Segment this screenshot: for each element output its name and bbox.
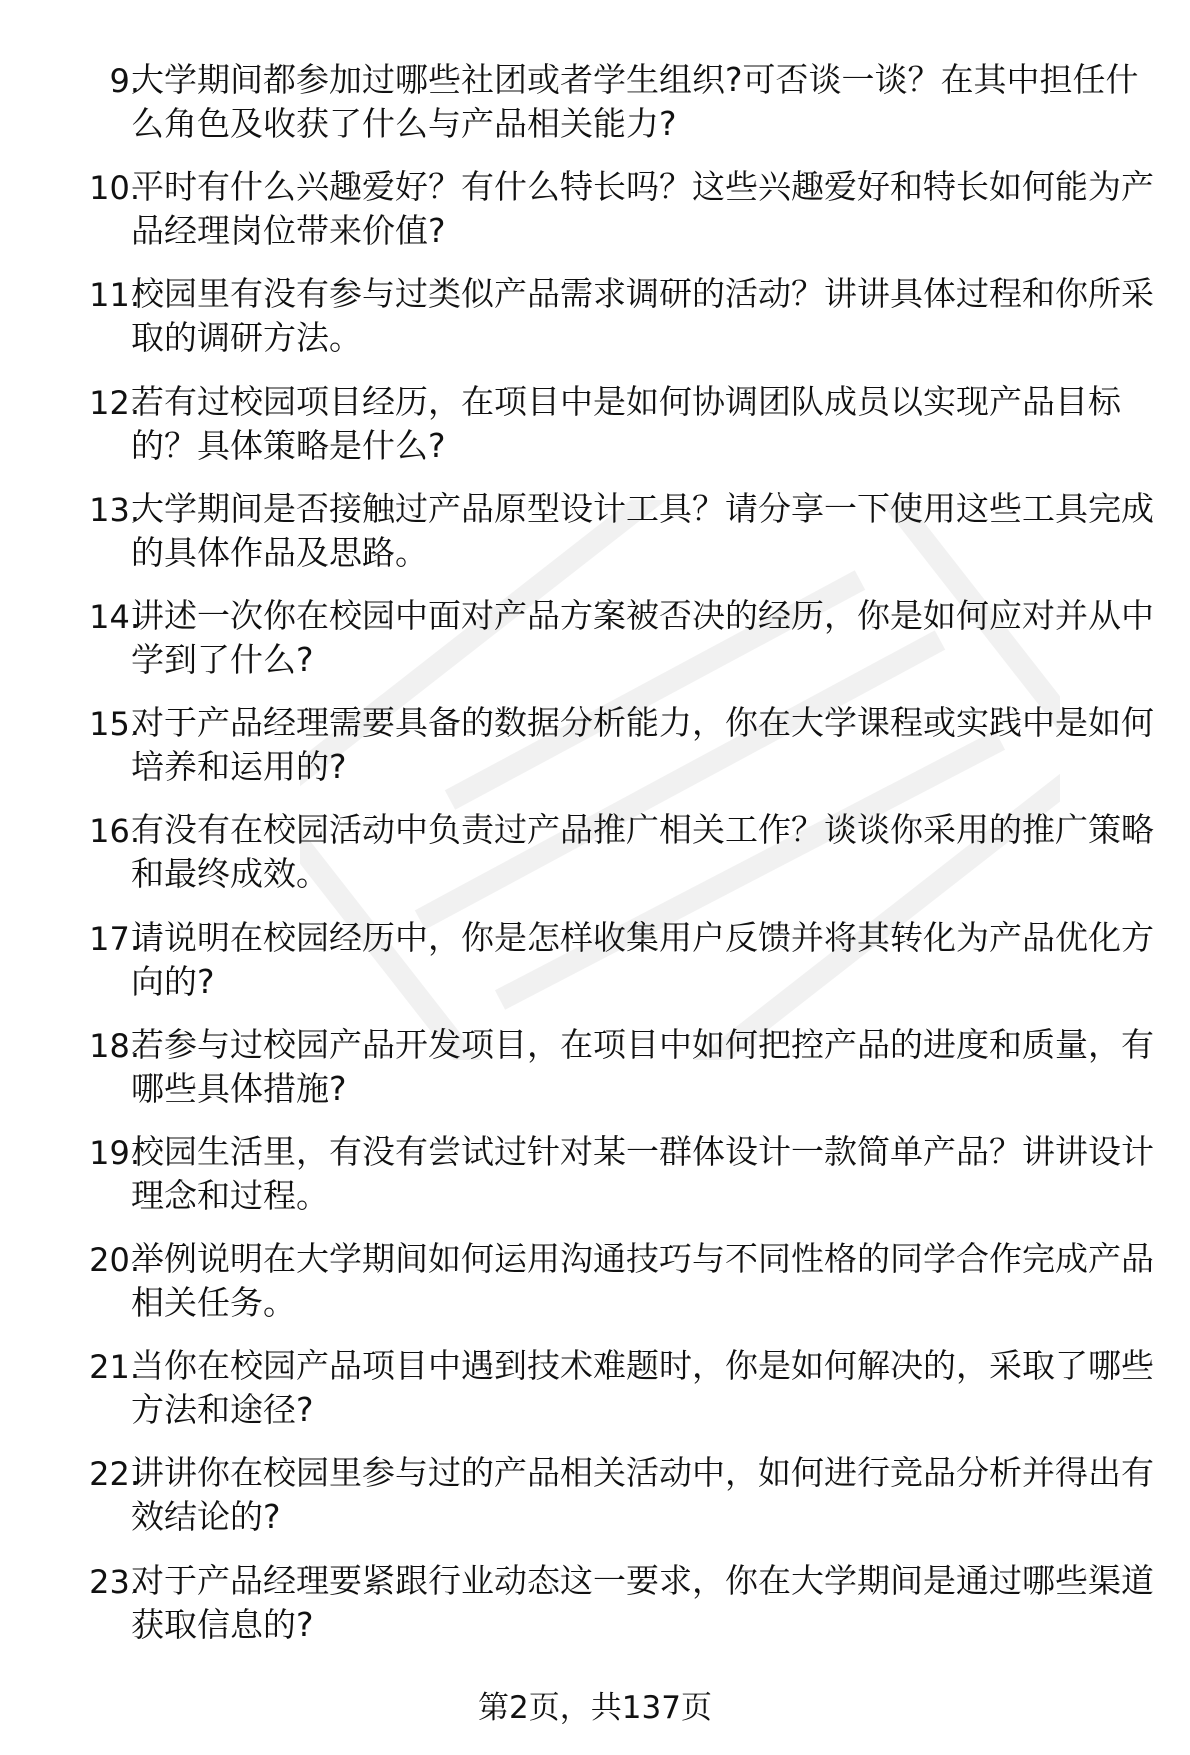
question-text: 当你在校园产品项目中遇到技术难题时，你是如何解决的，采取了哪些方法和途径?: [131, 1346, 1154, 1430]
question-number: 13.: [89, 490, 140, 529]
question-number: 18.: [89, 1026, 140, 1065]
question-text: 讲述一次你在校园中面对产品方案被否决的经历，你是如何应对并从中学到了什么?: [131, 595, 1154, 679]
question-text: 大学期间都参加过哪些社团或者学生组织?可否谈一谈？在其中担任什么角色及收获了什么与产品相关能力?: [131, 60, 1139, 143]
question-item: [0, 1112, 1190, 1219]
question-number: 20.: [89, 1241, 140, 1280]
question-item: [0, 40, 1190, 147]
question-item: [0, 1433, 1190, 1540]
question-item: [0, 790, 1190, 897]
question-item: [0, 1326, 1190, 1433]
question-item: [0, 1005, 1190, 1112]
question-item: [0, 362, 1190, 469]
question-text: 请说明在校园经历中，你是怎样收集用户反馈并将其转化为产品优化方向的?: [131, 917, 1154, 1001]
question-number: 9.: [109, 62, 140, 100]
question-text: 若参与过校园产品开发项目，在项目中如何把控产品的进度和质量，有哪些具体措施?: [131, 1024, 1154, 1108]
question-item: [0, 576, 1190, 683]
question-number: 10.: [89, 169, 140, 208]
question-list: [0, 40, 1190, 1648]
question-item: [0, 683, 1190, 790]
question-number: 17.: [89, 919, 140, 958]
question-number: 15.: [89, 705, 140, 744]
question-number: 12.: [89, 383, 140, 422]
question-text: 讲讲你在校园里参与过的产品相关活动中，如何进行竞品分析并得出有效结论的?: [131, 1453, 1154, 1537]
question-number: 22.: [89, 1455, 140, 1494]
question-text: 若有过校园项目经历，在项目中是如何协调团队成员以实现产品目标的？具体策略是什么?: [131, 381, 1121, 465]
question-number: 23.: [89, 1562, 140, 1601]
question-text: 有没有在校园活动中负责过产品推广相关工作？谈谈你采用的推广策略和最终成效。: [131, 810, 1154, 894]
question-text: 校园生活里，有没有尝试过针对某一群体设计一款简单产品？讲讲设计理念和过程。: [131, 1131, 1154, 1215]
question-text: 对于产品经理要紧跟行业动态这一要求，你在大学期间是通过哪些渠道获取信息的?: [131, 1560, 1154, 1644]
question-item: [0, 254, 1190, 361]
question-item: [0, 469, 1190, 576]
question-number: 16.: [89, 812, 140, 851]
question-text: 举例说明在大学期间如何运用沟通技巧与不同性格的同学合作完成产品相关任务。: [131, 1239, 1154, 1323]
question-text: 对于产品经理需要具备的数据分析能力，你在大学课程或实践中是如何培养和运用的?: [131, 703, 1154, 787]
question-number: 21.: [89, 1348, 140, 1387]
question-item: [0, 898, 1190, 1005]
question-number: 14.: [89, 597, 140, 636]
question-item: [0, 147, 1190, 254]
page-footer: 第2页，共137页: [478, 1690, 712, 1726]
question-item: [0, 1541, 1190, 1648]
question-number: 11.: [89, 276, 140, 315]
question-number: 19.: [89, 1133, 140, 1172]
question-item: [0, 1219, 1190, 1326]
question-text: 校园里有没有参与过类似产品需求调研的活动？讲讲具体过程和你所采取的调研方法。: [131, 274, 1154, 358]
question-text: 平时有什么兴趣爱好？有什么特长吗？这些兴趣爱好和特长如何能为产品经理岗位带来价值?: [131, 167, 1154, 251]
question-text: 大学期间是否接触过产品原型设计工具？请分享一下使用这些工具完成的具体作品及思路。: [131, 488, 1154, 572]
